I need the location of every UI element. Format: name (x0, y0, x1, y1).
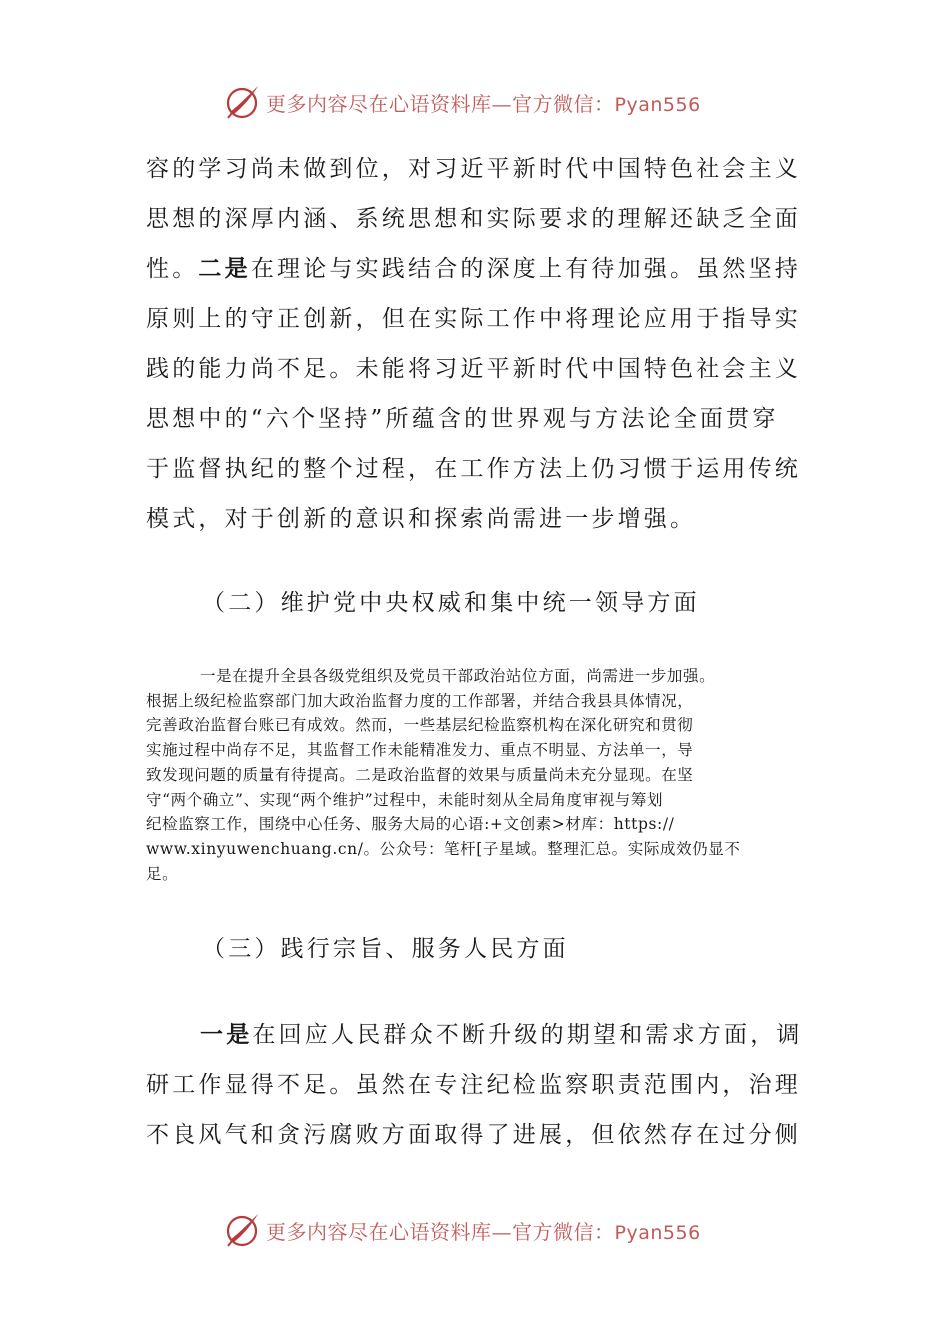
text-line: 足。 (146, 864, 179, 883)
text-line: 完善政治监督台账已有成效。然而，一些基层纪检监察机构在深化研究和贯彻 (146, 716, 694, 735)
footer-watermark (222, 1210, 701, 1250)
text-line: 纪检监察工作，围绕中心任务、服务大局的心语:+文创素>材库：https:// (146, 815, 675, 834)
text-line: 模式，对于创新的意识和探索尚需进一步增强。 (146, 506, 697, 532)
text-line: 思想的深厚内涵、系统思想和实际要求的理解还缺乏全面 (146, 206, 801, 232)
text-line: 守“两个确立”、实现“两个维护”过程中，未能时刻从全局角度审视与筹划 (146, 790, 664, 809)
text-line: www.xinyuwenchuang.cn/。公众号：笔杆[子星域。整理汇总。实际成效仍显不 (146, 839, 741, 858)
text-line: 原则上的守正创新，但在实际工作中将理论应用于指导实 (146, 306, 801, 332)
section-heading-2: （二）维护党中央权威和集中统一领导方面 (202, 590, 700, 616)
text-line: 致发现问题的质量有待提高。二是政治监督的效果与质量尚未充分显现。在坚 (146, 765, 694, 784)
paragraph-2 (146, 664, 806, 886)
text-line: 根据上级纪检监察部门加大政治监督力度的工作部署，并结合我县具体情况， (146, 691, 694, 710)
watermark-text: 更多内容尽在心语资料库—官方微信：Pyan556 (266, 1219, 701, 1244)
text-line: 不良风气和贪污腐败方面取得了进展，但依然存在过分侧 (146, 1122, 801, 1148)
quill-pen-icon (222, 1210, 262, 1250)
paragraph-3 (146, 1010, 803, 1160)
section-heading-3: （三）践行宗旨、服务人民方面 (202, 936, 569, 962)
text-line: 于监督执纪的整个过程，在工作方法上仍习惯于运用传统 (146, 456, 801, 482)
text-line: 实施过程中尚存不足，其监督工作未能精准发力、重点不明显、方法单一，导 (146, 741, 694, 760)
text-line: 思想中的“六个坚持”所蕴含的世界观与方法论全面贯穿 (146, 406, 779, 432)
watermark-text: 更多内容尽在心语资料库—官方微信：Pyan556 (266, 91, 701, 116)
header-watermark (222, 82, 701, 122)
text-line: 践的能力尚不足。未能将习近平新时代中国特色社会主义 (146, 356, 801, 382)
text-line: 一是在提升全县各级党组织及党员干部政治站位方面，尚需进一步加强。 (200, 667, 716, 685)
emphasis-text: 一是 (200, 1022, 253, 1048)
text-line: 性。二是在理论与实践结合的深度上有待加强。虽然坚持 (146, 256, 802, 282)
text-line: 容的学习尚未做到位，对习近平新时代中国特色社会主义 (146, 156, 801, 182)
text-line: 一是在回应人民群众不断升级的期望和需求方面，调 (200, 1022, 803, 1048)
emphasis-text: 二是 (198, 256, 251, 282)
paragraph-1 (146, 144, 802, 544)
quill-pen-icon (222, 82, 262, 122)
text-line: 研工作显得不足。虽然在专注纪检监察职责范围内，治理 (146, 1072, 801, 1098)
